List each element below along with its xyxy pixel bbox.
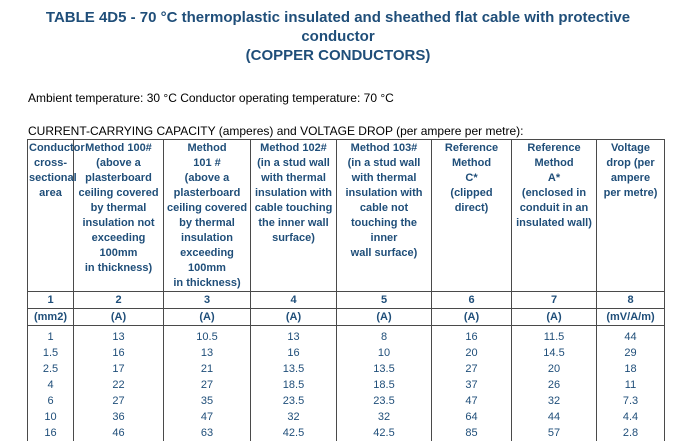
table-cell: 46 — [74, 425, 164, 441]
table-cell: 26 — [512, 377, 597, 393]
column-unit: (mV/A/m) — [597, 309, 665, 326]
column-unit: (A) — [337, 309, 432, 326]
table-cell: 42.5 — [251, 425, 337, 441]
header-line: 100mm — [75, 246, 162, 261]
table-cell: 21 — [164, 361, 251, 377]
table-cell: 32 — [337, 409, 432, 425]
header-line: insulation not — [75, 216, 162, 231]
table-row — [28, 393, 665, 409]
header-line: plasterboard — [75, 171, 162, 186]
table-cell: 47 — [164, 409, 251, 425]
title-line-3: (COPPER CONDUCTORS) — [0, 46, 676, 65]
column-header-6 — [432, 140, 512, 292]
table-row — [28, 409, 665, 425]
table-cell: 16 — [432, 326, 512, 346]
table-cell: 23.5 — [251, 393, 337, 409]
column-number: 8 — [597, 292, 665, 309]
column-unit: (A) — [251, 309, 337, 326]
header-line: in thickness) — [165, 276, 249, 291]
title-line-2: conductor — [0, 27, 676, 46]
header-line: insulated wall) — [513, 216, 595, 231]
header-line: Method 103# — [338, 141, 430, 156]
capacity-caption: CURRENT-CARRYING CAPACITY (amperes) and VOLTAGE DROP (per ampere per metre): — [28, 124, 523, 138]
column-number: 6 — [432, 292, 512, 309]
header-line: surface) — [252, 231, 335, 246]
column-unit: (A) — [432, 309, 512, 326]
header-line: C* — [433, 171, 510, 186]
column-header-7 — [512, 140, 597, 292]
column-header-2 — [74, 140, 164, 292]
table-cell: 29 — [597, 345, 665, 361]
table-cell: 2.5 — [28, 361, 74, 377]
header-line: (clipped — [433, 186, 510, 201]
table-cell: 17 — [74, 361, 164, 377]
header-line: Conductor — [29, 141, 72, 156]
header-line: (above a — [165, 171, 249, 186]
table-row — [28, 377, 665, 393]
table-row — [28, 326, 665, 346]
table-cell: 35 — [164, 393, 251, 409]
header-line: ceiling covered — [75, 186, 162, 201]
header-line: Method 100# — [75, 141, 162, 156]
header-line: per metre) — [598, 186, 663, 201]
table-cell: 23.5 — [337, 393, 432, 409]
table-cell: 6 — [28, 393, 74, 409]
header-line: (in a stud wall — [338, 156, 430, 171]
column-number: 3 — [164, 292, 251, 309]
table-cell: 32 — [251, 409, 337, 425]
table-cell: 27 — [74, 393, 164, 409]
table-cell: 2.8 — [597, 425, 665, 441]
header-line: Method — [433, 156, 510, 171]
header-line: (enclosed in — [513, 186, 595, 201]
table-cell: 11.5 — [512, 326, 597, 346]
header-line: by thermal — [165, 216, 249, 231]
table-cell: 4.4 — [597, 409, 665, 425]
table-cell: 44 — [597, 326, 665, 346]
header-line: cross- — [29, 156, 72, 171]
table-cell: 27 — [432, 361, 512, 377]
header-line: area — [29, 186, 72, 201]
header-line: 101 # — [165, 156, 249, 171]
table-cell: 18 — [597, 361, 665, 377]
header-line: direct) — [433, 201, 510, 216]
table-cell: 16 — [251, 345, 337, 361]
column-number: 7 — [512, 292, 597, 309]
header-line: (in a stud wall — [252, 156, 335, 171]
column-number: 1 — [28, 292, 74, 309]
column-number: 4 — [251, 292, 337, 309]
table-cell: 42.5 — [337, 425, 432, 441]
table-cell: 7.3 — [597, 393, 665, 409]
header-line: by thermal — [75, 201, 162, 216]
table-cell: 63 — [164, 425, 251, 441]
table-cell: 4 — [28, 377, 74, 393]
header-line: exceeding — [165, 246, 249, 261]
table-cell: 16 — [74, 345, 164, 361]
column-number: 5 — [337, 292, 432, 309]
table-cell: 13 — [74, 326, 164, 346]
table-cell: 1 — [28, 326, 74, 346]
header-line: plasterboard — [165, 186, 249, 201]
table-cell: 37 — [432, 377, 512, 393]
table-cell: 22 — [74, 377, 164, 393]
header-line: A* — [513, 171, 595, 186]
header-line: touching the inner — [338, 216, 430, 246]
table-title — [0, 8, 676, 65]
header-line: insulation with — [338, 186, 430, 201]
column-number: 2 — [74, 292, 164, 309]
column-number-row — [28, 292, 665, 309]
header-line: Method — [165, 141, 249, 156]
table-cell: 13.5 — [337, 361, 432, 377]
table-cell: 14.5 — [512, 345, 597, 361]
table-cell: 13 — [164, 345, 251, 361]
table-cell: 20 — [512, 361, 597, 377]
table-cell: 10.5 — [164, 326, 251, 346]
table-row — [28, 345, 665, 361]
header-line: (above a — [75, 156, 162, 171]
header-line: cable not — [338, 201, 430, 216]
ambient-temperature-text: Ambient temperature: 30 °C Conductor operating temperature: 70 °C — [28, 91, 394, 105]
header-line: cable touching — [252, 201, 335, 216]
header-line: Reference — [513, 141, 595, 156]
table-cell: 11 — [597, 377, 665, 393]
header-line: insulation — [165, 231, 249, 246]
table-cell: 16 — [28, 425, 74, 441]
capacity-table — [27, 139, 665, 441]
table-row — [28, 361, 665, 377]
table-cell: 85 — [432, 425, 512, 441]
header-line: with thermal — [338, 171, 430, 186]
table-cell: 20 — [432, 345, 512, 361]
header-line: Voltage — [598, 141, 663, 156]
table-cell: 27 — [164, 377, 251, 393]
header-line: ceiling covered — [165, 201, 249, 216]
column-header-4 — [251, 140, 337, 292]
header-line: conduit in an — [513, 201, 595, 216]
table-cell: 8 — [337, 326, 432, 346]
header-row — [28, 140, 665, 292]
table-body — [28, 326, 665, 441]
column-header-1 — [28, 140, 74, 292]
table-cell: 36 — [74, 409, 164, 425]
column-unit: (mm2) — [28, 309, 74, 326]
title-line-1: TABLE 4D5 - 70 °C thermoplastic insulated and sheathed flat cable with protective — [0, 8, 676, 27]
header-line: Method — [513, 156, 595, 171]
header-line: with thermal — [252, 171, 335, 186]
header-line: 100mm — [165, 261, 249, 276]
header-line: in thickness) — [75, 261, 162, 276]
table-cell: 47 — [432, 393, 512, 409]
column-header-3 — [164, 140, 251, 292]
table-cell: 13.5 — [251, 361, 337, 377]
column-header-8 — [597, 140, 665, 292]
table-cell: 1.5 — [28, 345, 74, 361]
header-line: Method 102# — [252, 141, 335, 156]
table-cell: 57 — [512, 425, 597, 441]
table-cell: 18.5 — [251, 377, 337, 393]
table-cell: 13 — [251, 326, 337, 346]
table-cell: 18.5 — [337, 377, 432, 393]
header-line: the inner wall — [252, 216, 335, 231]
header-line: insulation with — [252, 186, 335, 201]
table-cell: 10 — [28, 409, 74, 425]
header-line: exceeding — [75, 231, 162, 246]
header-line: drop (per — [598, 156, 663, 171]
header-line: Reference — [433, 141, 510, 156]
column-unit: (A) — [164, 309, 251, 326]
table-cell: 32 — [512, 393, 597, 409]
column-unit: (A) — [74, 309, 164, 326]
header-line: ampere — [598, 171, 663, 186]
table-cell: 44 — [512, 409, 597, 425]
table-cell: 64 — [432, 409, 512, 425]
header-line: wall surface) — [338, 246, 430, 261]
header-line: sectional — [29, 171, 72, 186]
table-cell: 10 — [337, 345, 432, 361]
column-unit: (A) — [512, 309, 597, 326]
unit-row — [28, 309, 665, 326]
column-header-5 — [337, 140, 432, 292]
